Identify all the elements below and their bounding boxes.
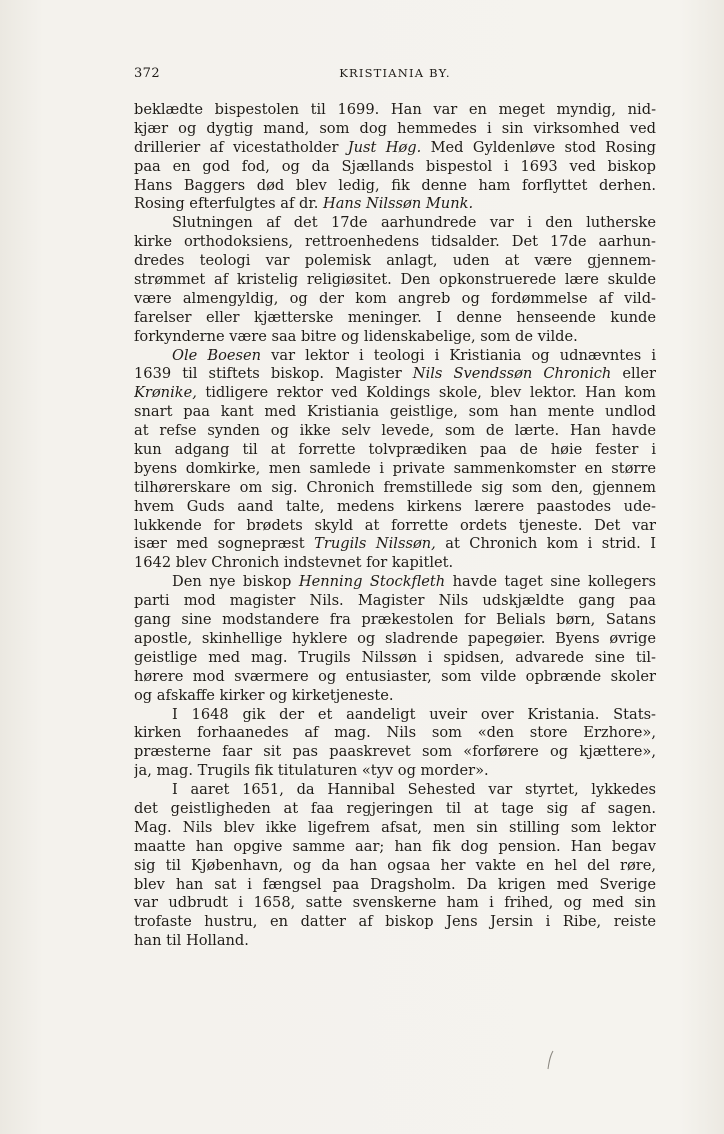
text-line: det geistligheden at faa regjeringen til at tage sig af sagen. (134, 799, 656, 817)
text-line: var udbrudt i 1658, satte svenskerne ham i frihed, og med sin (134, 894, 656, 912)
text-line: sig til Kjøbenhavn, og da han ogsaa her vakte en hel del røre, (134, 856, 656, 874)
text-line: Hans Baggers død blev ledig, fik denne ham forflyttet derhen. (134, 176, 656, 194)
text-line: drillerier af vicestatholder Just Høg. Med Gyldenløve stod Rosing (134, 138, 656, 156)
text-line: at refse synden og ikke selv levede, som de lærte. Han havde (134, 422, 656, 440)
text-line: byens domkirke, men samlede i private sammenkomster en større (134, 459, 656, 477)
text-line: parti mod magister Nils. Magister Nils udskjældte gang paa (134, 592, 656, 610)
body-text (134, 101, 656, 951)
person-name: Nils Svendssøn Chronich (412, 365, 612, 383)
text-line: farelser eller kjætterske meninger. I denne henseende kunde (134, 308, 656, 326)
text-line: trofaste hustru, en datter af biskop Jens Jersin i Ribe, reiste (134, 913, 656, 931)
text-line: Ole Boesen var lektor i teologi i Kristiania og udnævntes i (172, 346, 656, 364)
text-line: dredes teologi var polemisk anlagt, uden at være gjennem- (134, 252, 656, 270)
text-line: kirke orthodoksiens, rettroenhedens tidsalder. Det 17de aarhun- (134, 233, 656, 251)
text-line: lukkende for brødets skyld at forrette ordets tjeneste. Det var (134, 516, 656, 534)
text-line: hvem Guds aand talte, medens kirkens lærere paastodes ude- (134, 497, 656, 515)
text-line: Mag. Nils blev ikke ligefrem afsat, men sin stilling som lektor (134, 818, 656, 836)
text-line: kjær og dygtig mand, som dog hemmedes i sin virksomhed ved (134, 119, 656, 137)
text-line: gang sine modstandere fra prækestolen for Belials børn, Satans (134, 611, 656, 629)
person-name: Ole Boesen (172, 346, 262, 364)
text-line: være almengyldig, og der kom angreb og fordømmelse af vild- (134, 289, 656, 307)
text-line: paa en god fod, og da Sjællands bispestol i 1693 ved biskop (134, 157, 656, 175)
person-name: Just Høg. (347, 138, 422, 156)
page-number: 372 (134, 66, 161, 81)
text-line: apostle, skinhellige hyklere og sladrende papegøier. Byens øvrige (134, 629, 656, 647)
text-line: og afskaffe kirker og kirketjeneste. (134, 686, 394, 704)
text-line: kun adgang til at forrette tolvprædiken paa de høie fester i (134, 441, 656, 459)
person-name: Henning Stockfleth (298, 573, 446, 591)
text-line: beklædte bispestolen til 1699. Han var en meget myndig, nid- (134, 101, 656, 118)
text-line: geistlige med mag. Trugils Nilssøn i spidsen, advarede sine til- (134, 648, 656, 666)
text-line: tilhørerskare om sig. Chronich fremstillede sig som den, gjennem (134, 478, 656, 496)
text-line: Rosing efterfulgtes af dr. Hans Nilssøn Munk. (134, 195, 474, 213)
text-line: ja, mag. Trugils fik titulaturen «tyv og morder». (134, 762, 489, 780)
person-name: Krønike, (134, 384, 197, 402)
text-line: Den nye biskop Henning Stockfleth havde taget sine kollegers (172, 573, 656, 591)
text-line: især med sognepræst Trugils Nilssøn, at Chronich kom i strid. I (134, 535, 656, 553)
text-line: strømmet af kristelig religiøsitet. Den opkonstruerede lære skulde (134, 271, 656, 289)
text-line: hørere mod sværmere og entusiaster, som vilde opbrænde skoler (134, 667, 656, 685)
text-line: blev han sat i fængsel paa Dragsholm. Da krigen med Sverige (134, 875, 656, 893)
text-line: snart paa kant med Kristiania geistlige, som han mente undlod (134, 403, 656, 421)
text-line: maatte han opgive samme aar; han fik dog pension. Han begav (134, 837, 656, 855)
text-line: I aaret 1651, da Hannibal Sehested var styrtet, lykkedes (172, 781, 656, 799)
text-line: Slutningen af det 17de aarhundrede var i den lutherske (172, 214, 656, 232)
pencil-mark (546, 1050, 556, 1070)
text-line: forkynderne være saa bitre og lidenskabelige, som de vilde. (134, 327, 578, 345)
page-header (134, 66, 656, 84)
person-name: Trugils Nilssøn, (314, 535, 436, 553)
person-name: Hans Nilssøn Munk. (323, 195, 474, 213)
text-line: præsterne faar sit pas paaskrevet som «forførere og kjættere», (134, 743, 656, 761)
text-line: han til Holland. (134, 932, 249, 950)
text-line: 1642 blev Chronich indstevnet for kapitlet. (134, 554, 454, 572)
text-line: I 1648 gik der et aandeligt uveir over Kristania. Stats- (172, 705, 656, 723)
text-line: kirken forhaanedes af mag. Nils som «den store Erzhore», (134, 724, 656, 742)
text-line: Krønike, tidligere rektor ved Koldings skole, blev lektor. Han kom (134, 384, 656, 402)
running-head: KRISTIANIA BY. (339, 66, 451, 80)
text-line: 1639 til stiftets biskop. Magister Nils Svendssøn Chronich eller (134, 365, 656, 383)
